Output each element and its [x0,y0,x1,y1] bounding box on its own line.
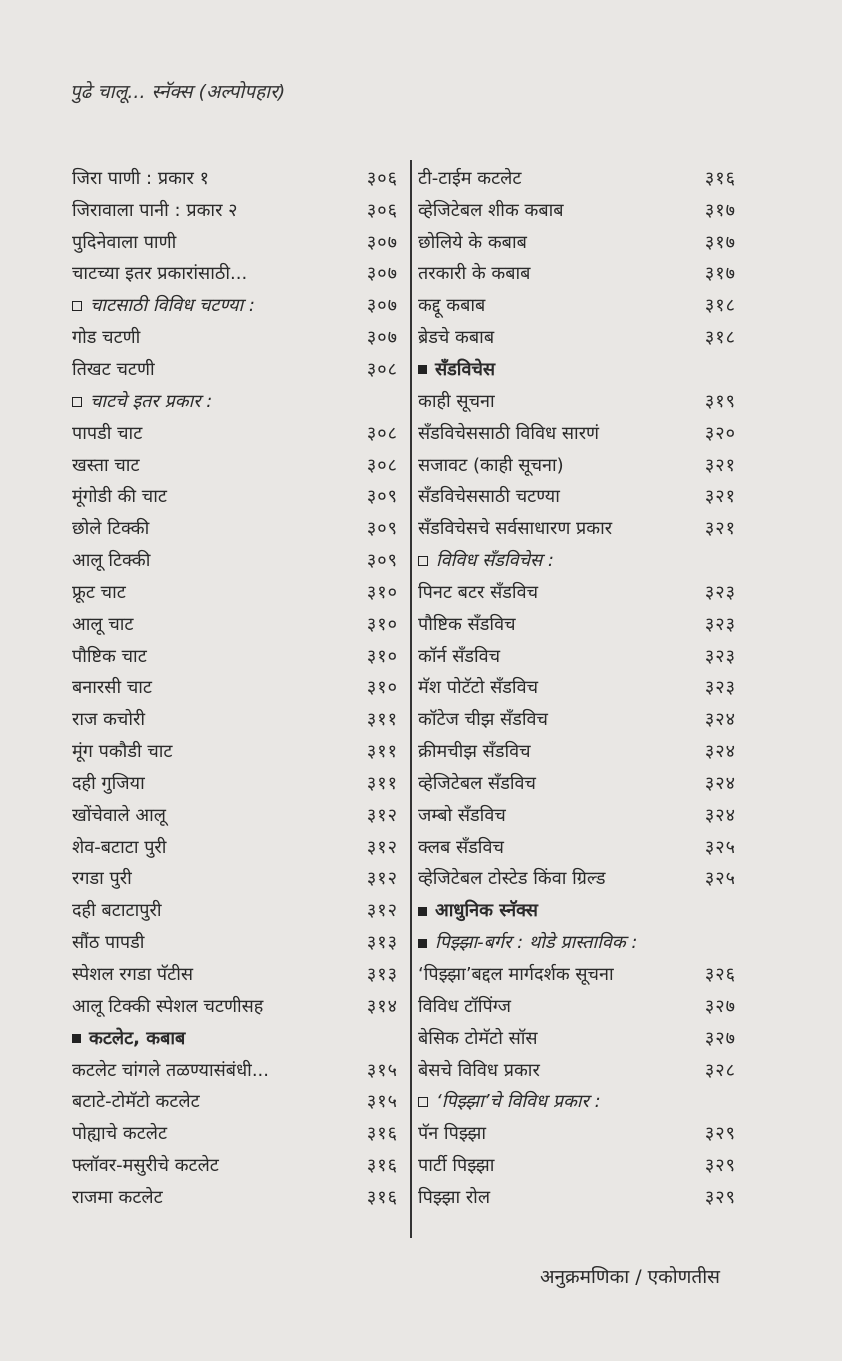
toc-page-number: ३२५ [704,836,736,858]
toc-entry [418,703,736,735]
toc-page-number: ३१० [366,645,398,667]
toc-entry-label [72,293,255,317]
toc-entry [418,1181,736,1213]
toc-entry [72,480,398,512]
toc-entry-text: बेसिक टोमॅटो सॉस [418,1027,538,1049]
toc-entry [418,385,736,417]
toc-page-number: ३१६ [704,167,736,189]
toc-entry-text: चाटसाठी विविध चटण्या : [90,295,255,317]
toc-entry-text: ‘पिझ्झा’चे विविध प्रकार : [436,1091,601,1113]
toc-entry [72,990,398,1022]
toc-entry-label [418,516,612,540]
toc-page-number: ३२४ [704,709,736,731]
toc-entry-label [418,835,504,859]
toc-entry-text: पौष्टिक सँडविच [418,613,516,635]
page-header: पुढे चालू... स्नॅक्स (अल्पोपहार) [70,81,286,103]
toc-entry [418,576,736,608]
toc-page-number: ३१७ [704,263,736,285]
toc-page-number: ३२३ [704,645,736,667]
toc-entry-label [72,898,162,922]
toc-entry [72,162,398,194]
toc-entry-label [418,580,538,604]
toc-page-number: ३२१ [704,518,736,540]
toc-entry-text: तिखट चटणी [72,358,155,380]
toc-entry-text: क्रीमचीझ सँडविच [418,741,531,763]
hollow-square-bullet-icon [72,397,82,407]
toc-entry [418,417,736,449]
toc-entry-label [418,962,614,986]
toc-entry-text: मॅश पोटॅटो सँडविच [418,677,539,699]
toc-page-number: ३०७ [366,263,398,285]
toc-page-number: ३०७ [366,231,398,253]
toc-entry [418,1117,736,1149]
toc-page-number: ३२५ [704,868,736,890]
toc-entry-text: दही बटाटापुरी [72,900,162,922]
toc-entry-label [72,484,167,508]
toc-entry-label [418,898,538,922]
toc-entry [418,544,736,576]
toc-entry-label [418,453,564,477]
toc-page-number: ३०९ [366,486,398,508]
toc-entry-label [72,261,247,285]
toc-page-number: ३१० [366,581,398,603]
toc-entry-text: आधुनिक स्नॅक्स [435,900,538,922]
toc-entry [418,990,736,1022]
toc-entry [72,544,398,576]
toc-entry-text: विविध सँडविचेस : [436,550,554,572]
toc-entry-text: पुदिनेवाला पाणी [72,231,177,253]
toc-page-number: ३०८ [366,358,398,380]
toc-page-number: ३१४ [366,995,398,1017]
toc-entry-label [418,548,554,572]
toc-entry [418,894,736,926]
toc-entry [72,576,398,608]
toc-page-number: ३१३ [366,932,398,954]
filled-square-bullet-icon [418,365,427,374]
toc-entry-label [418,739,531,763]
toc-entry-label [418,293,485,317]
toc-page-number: ३२९ [704,1123,736,1145]
toc-entry [72,640,398,672]
toc-page-number: ३२७ [704,1027,736,1049]
toc-page-number: ३०९ [366,518,398,540]
toc-entry-text: ‘पिझ्झा’बद्दल मार्गदर्शक सूचना [418,964,614,986]
toc-entry [72,894,398,926]
toc-entry-label [72,1121,167,1145]
toc-entry [72,321,398,353]
toc-entry-text: कटलेट चांगले तळण्यासंबंधी... [72,1059,269,1081]
toc-page-number: ३१५ [366,1059,398,1081]
toc-entry-text: पिझ्झा-बर्गर : थोडे प्रास्ताविक : [435,932,638,954]
toc-entry-text: सँडविचेस [435,358,496,380]
toc-entry-text: आलू टिक्की स्पेशल चटणीसह [72,995,264,1017]
toc-entry-text: सजावट (काही सूचना) [418,454,564,476]
toc-page-number: ३०८ [366,454,398,476]
toc-entry-text: जिरा पाणी : प्रकार १ [72,167,210,189]
toc-entry-label [418,230,527,254]
toc-page-number: ३१२ [366,804,398,826]
toc-page-number: ३१३ [366,964,398,986]
toc-entry-label [72,453,140,477]
toc-entry-text: कद्दू कबाब [418,295,486,317]
toc-entry [418,863,736,895]
toc-entry-label [72,739,173,763]
toc-entry-text: चाटच्या इतर प्रकारांसाठी... [72,263,248,285]
toc-entry-label [72,675,152,699]
toc-entry-text: कटलेट, कबाब [89,1027,186,1049]
toc-entry-label [72,1058,269,1082]
toc-entry-label [418,612,516,636]
toc-entry-text: आलू चाट [72,613,134,635]
toc-entry-text: कॉटेज चीझ सँडविच [418,709,548,731]
toc-entry-text: बनारसी चाट [72,677,153,699]
toc-page-number: ३०६ [366,199,398,221]
toc-entry-label [72,198,238,222]
toc-entry [418,735,736,767]
toc-entry-text: जिरावाला पानी : प्रकार २ [72,199,238,221]
toc-entry [72,258,398,290]
toc-page-number: ३१० [366,613,398,635]
toc-page-number: ३२३ [704,613,736,635]
toc-entry [72,512,398,544]
toc-entry-label [418,198,564,222]
toc-entry-label [418,325,494,349]
toc-entry-text: पोह्याचे कटलेट [72,1123,168,1145]
toc-entry-label [72,835,166,859]
toc-entry-label [72,771,145,795]
toc-page-number: ३१६ [366,1186,398,1208]
toc-entry-text: सँडविचेसचे सर्वसाधारण प्रकार [418,518,613,540]
toc-entry-text: आलू टिक्की [72,550,151,572]
toc-entry [418,799,736,831]
toc-entry [418,449,736,481]
toc-entry-text: स्पेशल रगडा पॅटीस [72,964,194,986]
column-divider [410,160,412,1238]
toc-entry-label [418,1026,538,1050]
toc-entry-text: सँडविचेससाठी चटण्या [418,486,560,508]
toc-entry-text: जम्बो सँडविच [418,804,506,826]
toc-page-number: ३२० [704,422,736,444]
toc-entry-text: व्हेजिटेबल सँडविच [418,772,536,794]
toc-entry-text: राजमा कटलेट [72,1186,163,1208]
toc-entry [72,735,398,767]
toc-entry-label [72,1026,185,1050]
toc-entry-label [418,1089,601,1113]
toc-entry-label [72,325,140,349]
toc-entry-text: पापडी चाट [72,422,143,444]
toc-entry-label [72,612,134,636]
filled-square-bullet-icon [418,939,427,948]
toc-entry [72,1181,398,1213]
toc-entry [72,194,398,226]
toc-page-number: ३०९ [366,550,398,572]
toc-entry-text: ब्रेडचे कबाब [418,327,495,349]
toc-entry [418,1022,736,1054]
toc-entry-label [72,803,166,827]
toc-entry [418,162,736,194]
toc-entry [72,1085,398,1117]
toc-entry [72,1149,398,1181]
toc-page-number: ३११ [366,741,398,763]
toc-page-number: ३२३ [704,677,736,699]
toc-entry-label [418,1058,540,1082]
toc-entry [72,1054,398,1086]
toc-entry [418,226,736,258]
toc-entry-text: पॅन पिझ्झा [418,1123,487,1145]
toc-page-number: ३२३ [704,581,736,603]
toc-entry-label [72,707,145,731]
toc-entry [72,831,398,863]
hollow-square-bullet-icon [418,556,428,566]
toc-page-number: ३२९ [704,1155,736,1177]
toc-entry-label [418,803,506,827]
toc-page-number: ३०७ [366,295,398,317]
toc-entry-label [418,1121,486,1145]
toc-entry-text: चाटचे इतर प्रकार : [90,390,213,412]
toc-entry-label [418,1185,490,1209]
toc-entry-text: शेव-बटाटा पुरी [72,836,167,858]
toc-entry-label [418,994,511,1018]
toc-page-number: ३२१ [704,486,736,508]
toc-entry-label [418,484,560,508]
toc-entry-text: विविध टॉपिंग्ज [418,995,511,1017]
toc-entry-text: रगडा पुरी [72,868,132,890]
toc-entry-text: दही गुजिया [72,772,145,794]
toc-page-number: ३१९ [704,390,736,412]
toc-page-number: ३१२ [366,868,398,890]
toc-page-number: ३२६ [704,964,736,986]
toc-entry [418,353,736,385]
toc-entry-text: मूंग पकौडी चाट [72,741,173,763]
toc-entry-text: कॉर्न सँडविच [418,645,501,667]
toc-entry-label [418,675,538,699]
toc-entry [72,672,398,704]
toc-entry [72,703,398,735]
toc-entry-text: फ्रूट चाट [72,581,126,603]
toc-entry-label [72,357,155,381]
toc-entry-text: पार्टी पिझ्झा [418,1155,495,1177]
toc-page-number: ३२४ [704,772,736,794]
toc-entry [72,226,398,258]
toc-entry-text: गोड चटणी [72,327,141,349]
toc-entry-label [418,389,495,413]
toc-entry [418,480,736,512]
toc-entry-text: पिनट बटर सँडविच [418,581,539,603]
toc-entry-label [72,166,209,190]
toc-page-number: ३१८ [704,327,736,349]
toc-page-number: ३२१ [704,454,736,476]
toc-entry-text: फ्लॉवर-मसुरीचे कटलेट [72,1155,219,1177]
toc-entry-text: सौंठ पापडी [72,932,145,954]
toc-page-number: ३१६ [366,1155,398,1177]
toc-entry-text: सँडविचेससाठी विविध सारणं [418,422,600,444]
toc-entry-label [72,994,263,1018]
toc-page-number: ३११ [366,709,398,731]
toc-entry-label [418,930,638,954]
toc-page-number: ३१७ [704,231,736,253]
toc-entry-text: पिझ्झा रोल [418,1186,491,1208]
toc-entry-text: टी-टाईम कटलेट [418,167,522,189]
filled-square-bullet-icon [418,907,427,916]
toc-page-number: ३११ [366,772,398,794]
toc-page-number: ३१० [366,677,398,699]
toc-entry [72,863,398,895]
toc-entry-label [72,548,150,572]
toc-entry-text: राज कचोरी [72,709,146,731]
toc-right-column [418,162,736,1213]
toc-entry [418,1085,736,1117]
toc-page-number: ३२४ [704,804,736,826]
toc-entry-text: बेसचे विविध प्रकार [418,1059,540,1081]
toc-entry-label [72,389,212,413]
toc-entry-label [418,1153,494,1177]
toc-entry-label [72,1153,219,1177]
toc-entry [418,512,736,544]
toc-entry-text: पौष्टिक चाट [72,645,147,667]
toc-entry [418,640,736,672]
toc-entry [72,449,398,481]
filled-square-bullet-icon [72,1034,81,1043]
toc-entry [418,672,736,704]
toc-entry [72,799,398,831]
toc-page-number: ३१७ [704,199,736,221]
toc-entry [72,353,398,385]
toc-page-number: ३२४ [704,741,736,763]
toc-entry-label [72,1089,200,1113]
toc-page-number: ३२९ [704,1186,736,1208]
toc-entry [72,958,398,990]
toc-entry-text: खस्ता चाट [72,454,140,476]
toc-page-number: ३२७ [704,995,736,1017]
toc-entry-label [72,421,142,445]
toc-entry-label [72,930,144,954]
toc-entry [418,926,736,958]
toc-page-number: ३०७ [366,327,398,349]
toc-entry-label [72,230,176,254]
toc-entry-text: छोले टिक्की [72,518,150,540]
toc-entry-text: खोंचेवाले आलू [72,804,167,826]
page-footer: अनुक्रमणिका / एकोणतीस [540,1266,721,1288]
toc-left-column [72,162,398,1213]
toc-entry-label [72,962,193,986]
toc-entry [418,289,736,321]
toc-entry-text: व्हेजिटेबल टोस्टेड किंवा ग्रिल्ड [418,868,606,890]
toc-entry [418,608,736,640]
toc-page-number: ३१५ [366,1091,398,1113]
toc-entry [418,767,736,799]
toc-entry-label [72,866,132,890]
toc-entry [418,1149,736,1181]
toc-entry [418,831,736,863]
toc-entry-label [72,580,126,604]
toc-page-number: ३१६ [366,1123,398,1145]
toc-entry-label [418,261,530,285]
toc-entry [72,767,398,799]
toc-entry [72,1022,398,1054]
toc-page-number: ३१८ [704,295,736,317]
toc-entry-text: काही सूचना [418,390,495,412]
toc-entry [418,194,736,226]
toc-entry-label [72,1185,163,1209]
toc-entry [72,1117,398,1149]
toc-entry-label [418,166,521,190]
toc-entry-label [418,771,536,795]
toc-entry-text: तरकारी के कबाब [418,263,531,285]
toc-entry [418,1054,736,1086]
toc-page-number: ३२८ [704,1059,736,1081]
toc-entry-label [418,644,500,668]
toc-entry-label [418,421,599,445]
toc-entry-label [418,357,495,381]
toc-entry-label [418,866,606,890]
toc-entry [72,608,398,640]
toc-entry-text: बटाटे-टोमॅटो कटलेट [72,1091,200,1113]
toc-entry [418,321,736,353]
hollow-square-bullet-icon [72,301,82,311]
toc-entry [72,289,398,321]
toc-entry-text: क्लब सँडविच [418,836,504,858]
toc-entry-text: छोलिये के कबाब [418,231,527,253]
toc-entry-text: व्हेजिटेबल शीक कबाब [418,199,564,221]
toc-page-number: ३१२ [366,900,398,922]
toc-page-number: ३१२ [366,836,398,858]
toc-entry [418,258,736,290]
toc-entry [72,926,398,958]
toc-entry [72,385,398,417]
hollow-square-bullet-icon [418,1097,428,1107]
toc-page-number: ३०६ [366,167,398,189]
toc-entry [418,958,736,990]
toc-entry-text: मूंगोडी की चाट [72,486,167,508]
toc-page-number: ३०८ [366,422,398,444]
toc-entry-label [418,707,548,731]
toc-entry [72,417,398,449]
toc-entry-label [72,516,149,540]
toc-entry-label [72,644,147,668]
